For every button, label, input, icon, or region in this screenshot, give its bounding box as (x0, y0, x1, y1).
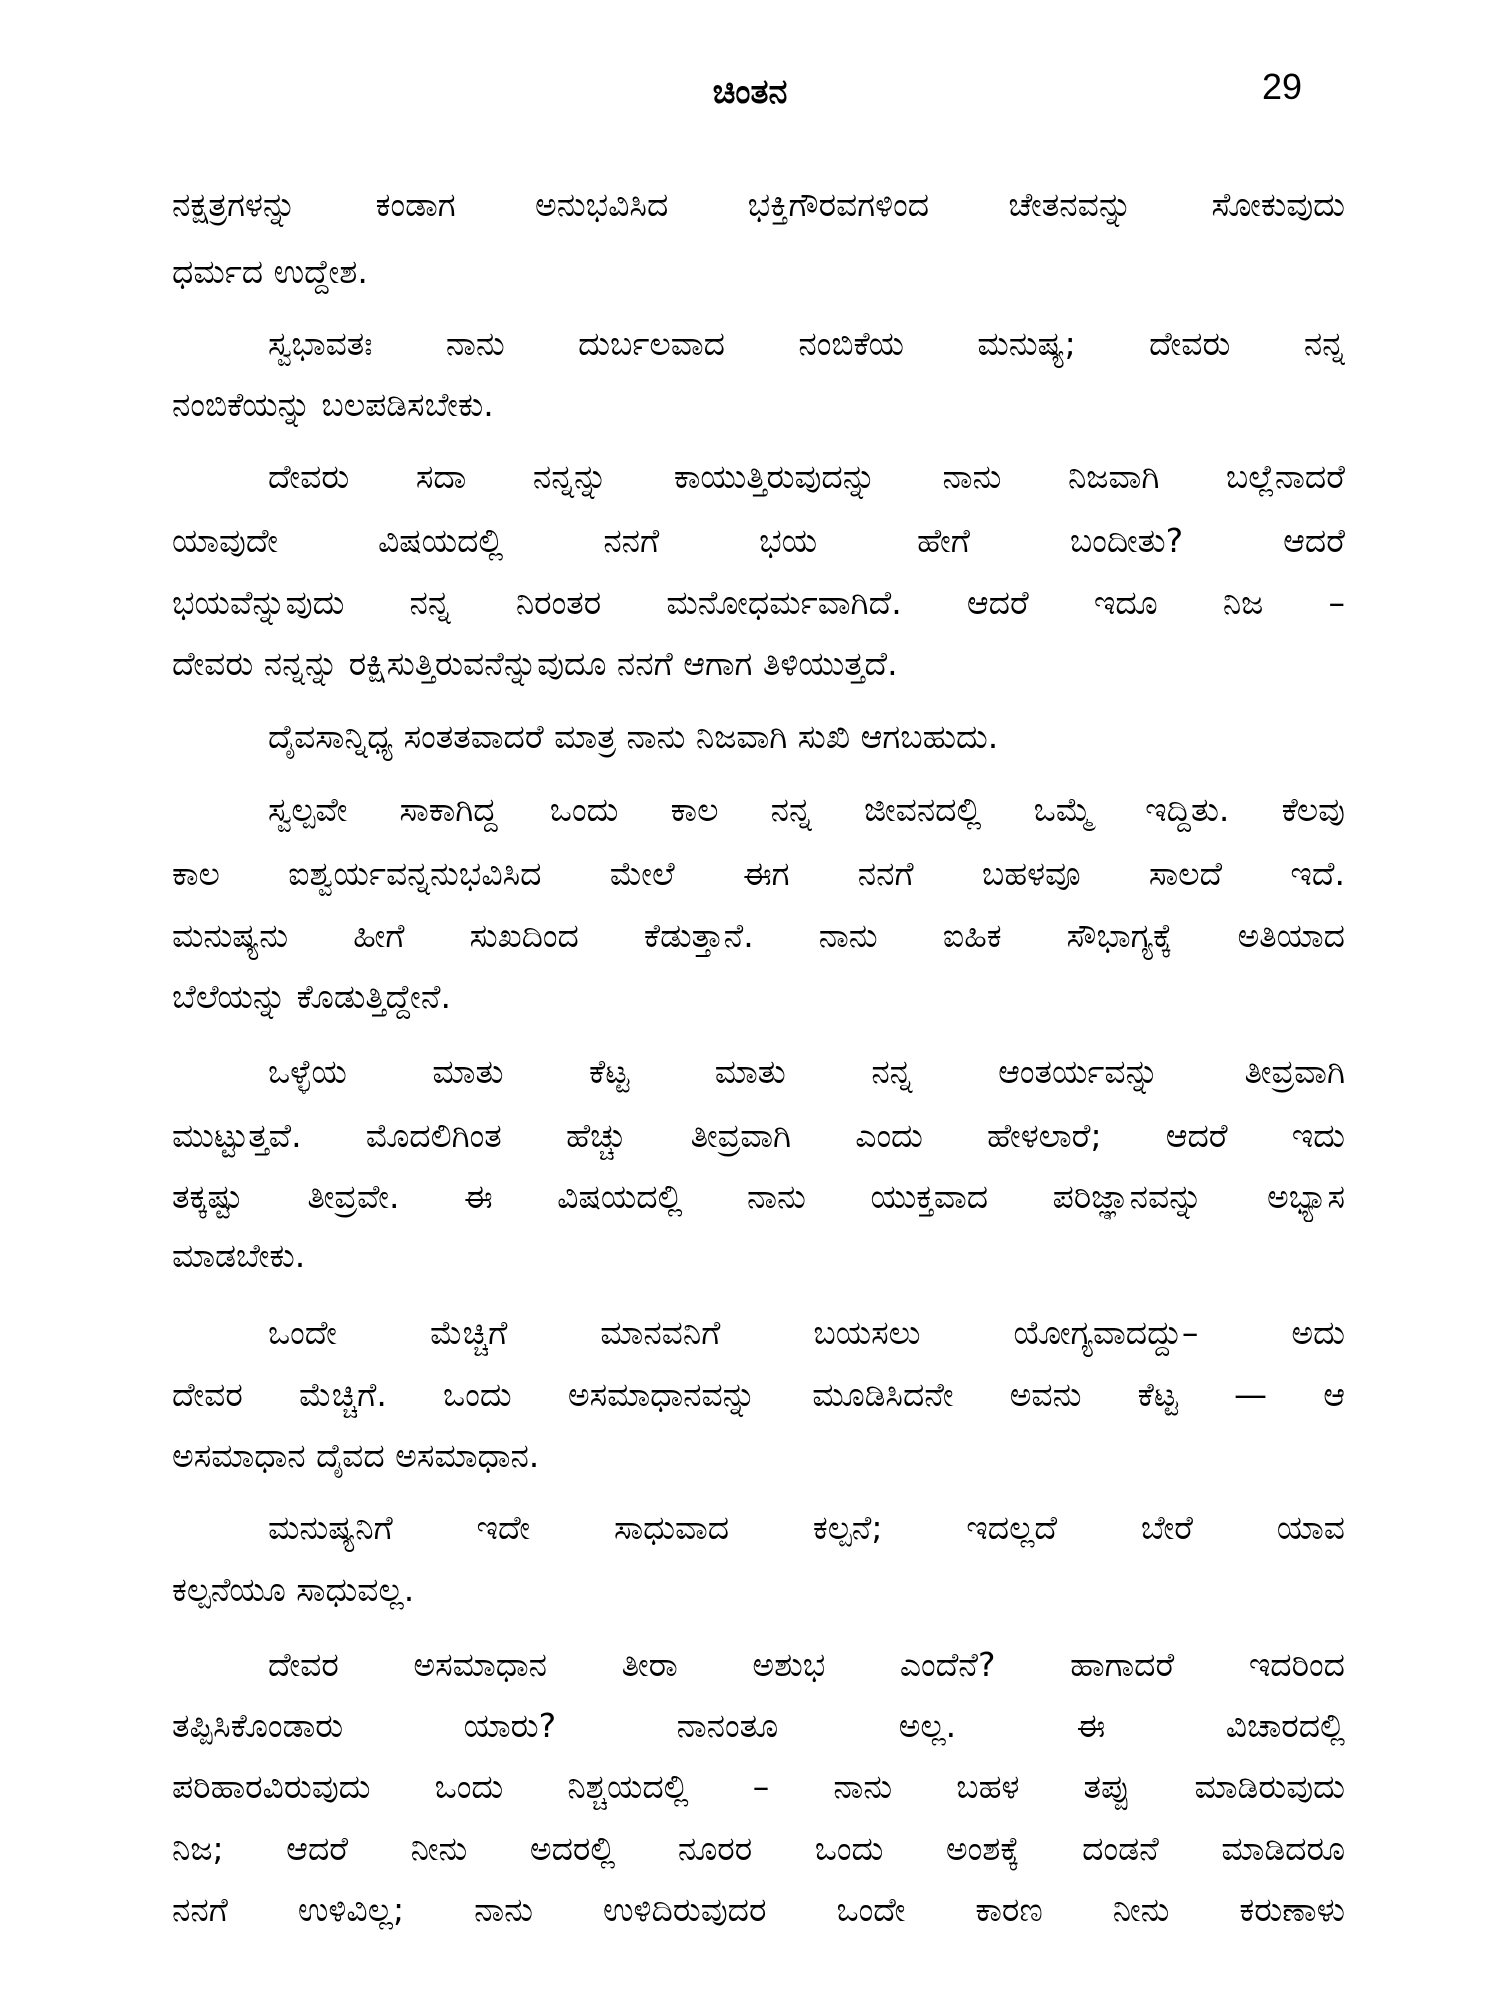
text-line: ನಕ್ಷತ್ರಗಳನ್ನು ಕಂಡಾಗ ಅನುಭವಿಸಿದ ಭಕ್ತಿಗೌರವಗಳಿಂದ ಚೇತನವನ್ನು ಸೋಕುವುದು (172, 185, 1345, 224)
text-line: ಪರಿಹಾರವಿರುವುದು ಒಂದು ನಿಶ್ಚಯದಲ್ಲಿ – ನಾನು ಬಹಳ ತಪ್ಪು ಮಾಡಿರುವುದು (172, 1767, 1345, 1806)
text-line: ಕಾಲ ಐಶ್ವರ್ಯವನ್ನನುಭವಿಸಿದ ಮೇಲೆ ಈಗ ನನಗೆ ಬಹಳವೂ ಸಾಲದೆ ಇದೆ. (172, 854, 1345, 893)
text-line: ಒಂದೇ ಮೆಚ್ಚಿಗೆ ಮಾನವನಿಗೆ ಬಯಸಲು ಯೋಗ್ಯವಾದದ್ದು– ಅದು (268, 1313, 1345, 1352)
text-line: ದೇವರ ಮೆಚ್ಚಿಗೆ. ಒಂದು ಅಸಮಾಧಾನವನ್ನು ಮೂಡಿಸಿದನೇ ಅವನು ಕೆಟ್ಟ — ಆ (172, 1375, 1345, 1414)
text-line: ಸ್ವಭಾವತಃ ನಾನು ದುರ್ಬಲವಾದ ನಂಬಿಕೆಯ ಮನುಷ್ಯ; ದೇವರು ನನ್ನ (268, 324, 1345, 363)
text-line: ನನಗೆ ಉಳಿವಿಲ್ಲ; ನಾನು ಉಳಿದಿರುವುದರ ಒಂದೇ ಕಾರಣ ನೀನು ಕರುಣಾಳು (172, 1890, 1345, 1929)
text-line: ದೇವರು ನನ್ನನ್ನು ರಕ್ಷಿಸುತ್ತಿರುವನೆನ್ನುವುದೂ ನನಗೆ ಆಗಾಗ ತಿಳಿಯುತ್ತದೆ. (172, 644, 898, 683)
text-line: ನಂಬಿಕೆಯನ್ನು ಬಲಪಡಿಸಬೇಕು. (172, 385, 494, 424)
text-line: ಯಾವುದೇ ವಿಷಯದಲ್ಲಿ ನನಗೆ ಭಯ ಹೇಗೆ ಬಂದೀತು? ಆದರೆ (172, 521, 1345, 560)
text-line: ಕಲ್ಪನೆಯೂ ಸಾಧುವಲ್ಲ. (172, 1570, 415, 1609)
text-line: ತಕ್ಕಷ್ಟು ತೀವ್ರವೇ. ಈ ವಿಷಯದಲ್ಲಿ ನಾನು ಯುಕ್ತವಾದ ಪರಿಜ್ಞಾನವನ್ನು ಅಭ್ಯಾಸ (172, 1177, 1345, 1216)
text-line: ಮಾಡಬೇಕು. (172, 1236, 306, 1275)
text-line: ದೇವರು ಸದಾ ನನ್ನನ್ನು ಕಾಯುತ್ತಿರುವುದನ್ನು ನಾನು ನಿಜವಾಗಿ ಬಲ್ಲೆನಾದರೆ (268, 457, 1345, 496)
running-title: ಚಿಂತನ (712, 72, 788, 112)
page-number: 29 (1262, 66, 1303, 107)
text-line: ದೈವಸಾನ್ನಿಧ್ಯ ಸಂತತವಾದರೆ ಮಾತ್ರ ನಾನು ನಿಜವಾಗಿ ಸುಖಿ ಆಗಬಹುದು. (268, 717, 999, 756)
text-line: ಸ್ವಲ್ಪವೇ ಸಾಕಾಗಿದ್ದ ಒಂದು ಕಾಲ ನನ್ನ ಜೀವನದಲ್ಲಿ ಒಮ್ಮೆ ಇದ್ದಿತು. ಕೆಲವು (268, 790, 1345, 829)
text-line: ಅಸಮಾಧಾನ ದೈವದ ಅಸಮಾಧಾನ. (172, 1436, 540, 1475)
text-line: ಬೆಲೆಯನ್ನು ಕೊಡುತ್ತಿದ್ದೇನೆ. (172, 977, 451, 1016)
text-line: ಧರ್ಮದ ಉದ್ದೇಶ. (172, 252, 368, 291)
text-line: ದೇವರ ಅಸಮಾಧಾನ ತೀರಾ ಅಶುಭ ಎಂದೆನೆ? ಹಾಗಾದರೆ ಇದರಿಂದ (268, 1645, 1345, 1684)
text-line: ಮನುಷ್ಯನಿಗೆ ಇದೇ ಸಾಧುವಾದ ಕಲ್ಪನೆ; ಇದಲ್ಲದೆ ಬೇರೆ ಯಾವ (268, 1508, 1345, 1547)
text-line: ಭಯವೆನ್ನುವುದು ನನ್ನ ನಿರಂತರ ಮನೋಧರ್ಮವಾಗಿದೆ. ಆದರೆ ಇದೂ ನಿಜ – (172, 583, 1345, 622)
text-line: ಮನುಷ್ಯನು ಹೀಗೆ ಸುಖದಿಂದ ಕೆಡುತ್ತಾನೆ. ನಾನು ಐಹಿಕ ಸೌಭಾಗ್ಯಕ್ಕೆ ಅತಿಯಾದ (172, 916, 1345, 955)
text-line: ನಿಜ; ಆದರೆ ನೀನು ಅದರಲ್ಲಿ ನೂರರ ಒಂದು ಅಂಶಕ್ಕೆ ದಂಡನೆ ಮಾಡಿದರೂ (172, 1829, 1345, 1868)
text-line: ಒಳ್ಳೆಯ ಮಾತು ಕೆಟ್ಟ ಮಾತು ನನ್ನ ಆಂತರ್ಯವನ್ನು ತೀವ್ರವಾಗಿ (268, 1052, 1345, 1091)
text-line: ಮುಟ್ಟುತ್ತವೆ. ಮೊದಲಿಗಿಂತ ಹೆಚ್ಚು ತೀವ್ರವಾಗಿ ಎಂದು ಹೇಳಲಾರೆ; ಆದರೆ ಇದು (172, 1116, 1345, 1155)
text-line: ತಪ್ಪಿಸಿಕೊಂಡಾರು ಯಾರು? ನಾನಂತೂ ಅಲ್ಲ. ಈ ವಿಚಾರದಲ್ಲಿ (172, 1706, 1345, 1745)
